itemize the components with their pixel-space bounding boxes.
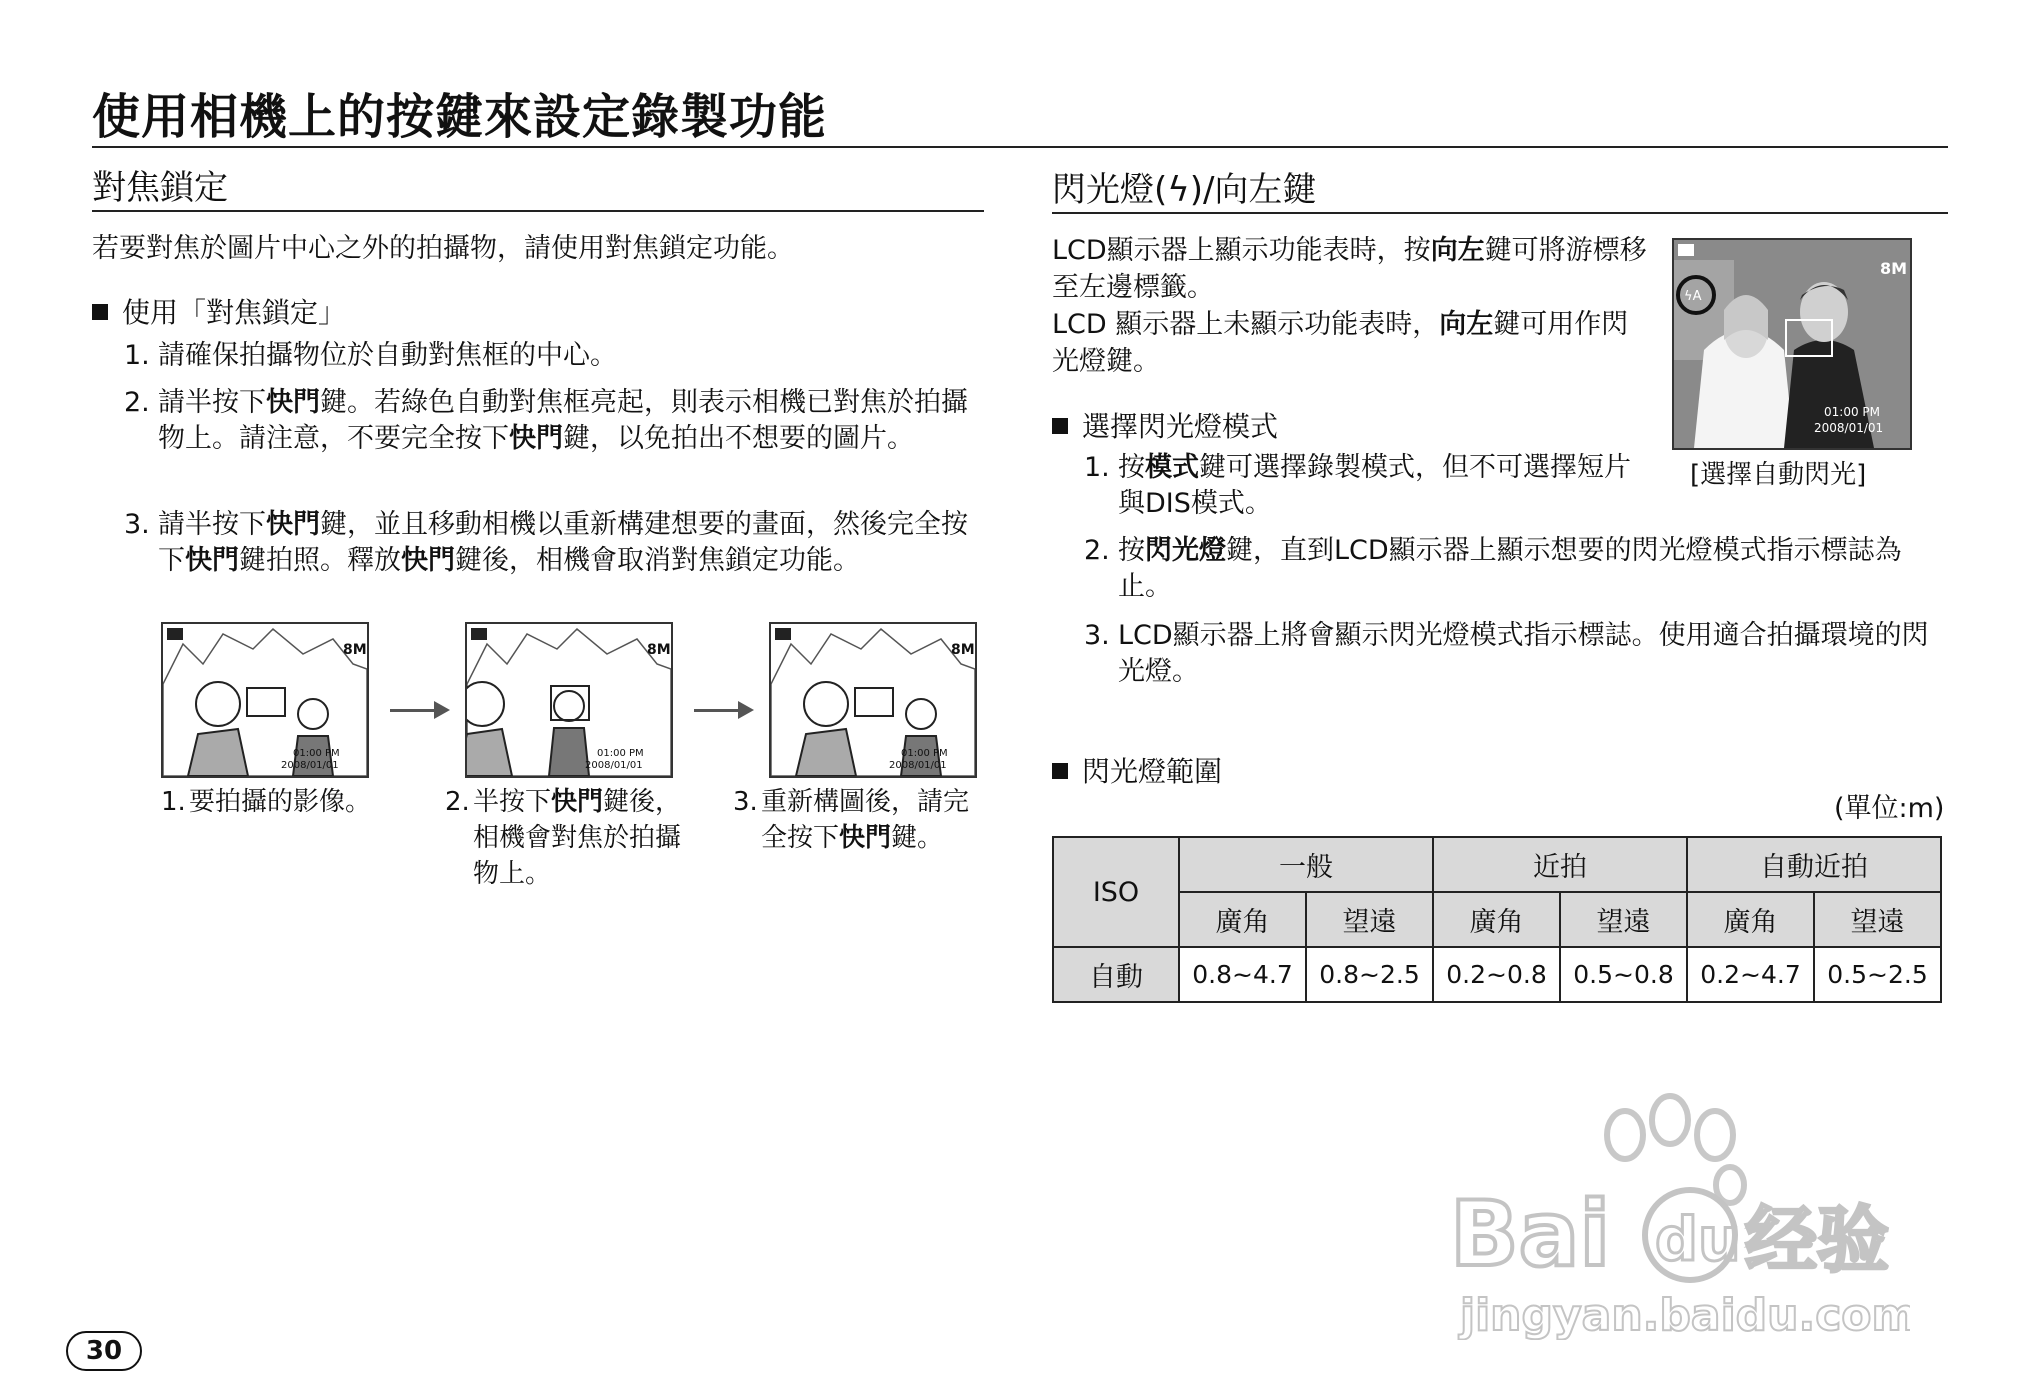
section-heading-focus-lock: 對焦鎖定 <box>92 168 228 208</box>
table-row-label: 自動 <box>1053 947 1179 1002</box>
table-header-group: 近拍 <box>1433 837 1687 892</box>
date-label: 2008/01/01 <box>585 760 643 771</box>
baidu-paw-logo <box>1430 1090 1910 1340</box>
baidu-logo-text: Bai <box>1450 1182 1611 1287</box>
table-subheader: 廣角 <box>1179 892 1306 947</box>
flash-intro-2: LCD 顯示器上未顯示功能表時，向左鍵可用作閃光燈鍵。 <box>1052 309 1629 377</box>
table-subheader: 望遠 <box>1560 892 1687 947</box>
flash-range-table <box>1052 836 1942 1003</box>
photo-caption: [選擇自動閃光] <box>1690 460 1867 490</box>
section-divider <box>1052 212 1948 214</box>
baidu-watermark <box>1430 1090 1910 1340</box>
caption-2: 2. 半按下快門鍵後，相機會對焦於拍攝物上。 <box>445 787 682 889</box>
flash-step-1: 1. 按模式鍵可選擇錄製模式，但不可選擇短片與DIS模式。 <box>1084 452 1631 519</box>
unit-label: (單位:m) <box>1834 793 1945 824</box>
table-subheader: 望遠 <box>1814 892 1941 947</box>
table-header-group: 一般 <box>1179 837 1433 892</box>
bullet-heading-flash-range: 閃光燈範圍 <box>1052 750 1222 790</box>
caption-3: 3. 重新構圖後，請完全按下快門鍵。 <box>733 787 970 853</box>
flash-icon: ϟ <box>1167 170 1190 210</box>
jingyan-text: 经验 <box>1745 1198 1890 1282</box>
resolution-label: 8M <box>1880 259 1908 278</box>
resolution-label: 8M <box>647 642 671 658</box>
time-label: 01:00 PM <box>597 748 644 759</box>
section-heading-flash: 閃光燈(ϟ)/向左鍵 <box>1052 170 1317 210</box>
flash-step-2: 2. 按閃光燈鍵，直到LCD顯示器上顯示想要的閃光燈模式指示標誌為止。 <box>1084 535 1902 602</box>
step-2: 2. 請半按下快門鍵。若綠色自動對焦框亮起，則表示相機已對焦於拍攝物上。請注意，不要完全按下快門鍵，以免拍出不想要的圖片。 <box>124 387 968 454</box>
table-cell: 0.8~4.7 <box>1179 947 1306 1002</box>
caption-1: 1. 要拍攝的影像。 <box>161 787 372 817</box>
bullet-square-icon <box>92 304 108 320</box>
table-cell: 0.5~0.8 <box>1560 947 1687 1002</box>
page-title: 使用相機上的按鍵來設定錄製功能 <box>92 89 828 145</box>
flash-step-3: 3. LCD顯示器上將會顯示閃光燈模式指示標誌。使用適合拍攝環境的閃光燈。 <box>1084 620 1929 687</box>
time-label: 01:00 PM <box>1824 405 1880 419</box>
camera-screen-3-illustration <box>771 624 975 776</box>
section-divider <box>92 210 984 212</box>
intro-text: 若要對焦於圖片中心之外的拍攝物，請使用對焦鎖定功能。 <box>92 233 794 264</box>
bullet-square-icon <box>1052 418 1068 434</box>
arrow-right-icon <box>694 709 750 712</box>
flash-intro-1: LCD顯示器上顯示功能表時，按向左鍵可將游標移至左邊標籤。 <box>1052 235 1647 303</box>
svg-text:ϟA: ϟA <box>1684 289 1702 304</box>
bullet-heading-flash-mode: 選擇閃光燈模式 <box>1052 405 1278 445</box>
wedding-photo-illustration <box>1674 240 1910 448</box>
arrow-right-icon <box>390 709 446 712</box>
table-header-group: 自動近拍 <box>1687 837 1941 892</box>
table-subheader: 望遠 <box>1306 892 1433 947</box>
resolution-label: 8M <box>343 642 367 658</box>
watermark-url: jingyan.baidu.com <box>1460 1290 1910 1340</box>
step-1: 1. 請確保拍攝物位於自動對焦框的中心。 <box>124 340 617 371</box>
baidu-du-text: du <box>1655 1205 1741 1275</box>
camera-screen-2 <box>465 622 673 778</box>
table-cell: 0.5~2.5 <box>1814 947 1941 1002</box>
camera-screen-3 <box>769 622 977 778</box>
table-cell: 0.8~2.5 <box>1306 947 1433 1002</box>
table-subheader: 廣角 <box>1687 892 1814 947</box>
bullet-heading-focus-lock: 使用「對焦鎖定」 <box>92 291 346 331</box>
date-label: 2008/01/01 <box>1814 421 1884 435</box>
page-number: 30 <box>66 1331 142 1371</box>
table-subheader: 廣角 <box>1433 892 1560 947</box>
resolution-label: 8M <box>951 642 975 658</box>
camera-screen-1-illustration <box>163 624 367 776</box>
date-label: 2008/01/01 <box>281 760 339 771</box>
time-label: 01:00 PM <box>293 748 340 759</box>
table-cell: 0.2~0.8 <box>1433 947 1560 1002</box>
table-cell: 0.2~4.7 <box>1687 947 1814 1002</box>
time-label: 01:00 PM <box>901 748 948 759</box>
table-row <box>1053 947 1941 1002</box>
date-label: 2008/01/01 <box>889 760 947 771</box>
camera-screen-2-illustration <box>467 624 671 776</box>
camera-preview-photo <box>1672 238 1912 450</box>
step-3: 3. 請半按下快門鍵，並且移動相機以重新構建想要的畫面，然後完全按下快門鍵拍照。釋放快門鍵後，相機會取消對焦鎖定功能。 <box>124 509 968 576</box>
title-divider <box>92 146 1948 148</box>
camera-screen-1 <box>161 622 369 778</box>
bullet-square-icon <box>1052 763 1068 779</box>
table-header-iso: ISO <box>1053 837 1179 947</box>
